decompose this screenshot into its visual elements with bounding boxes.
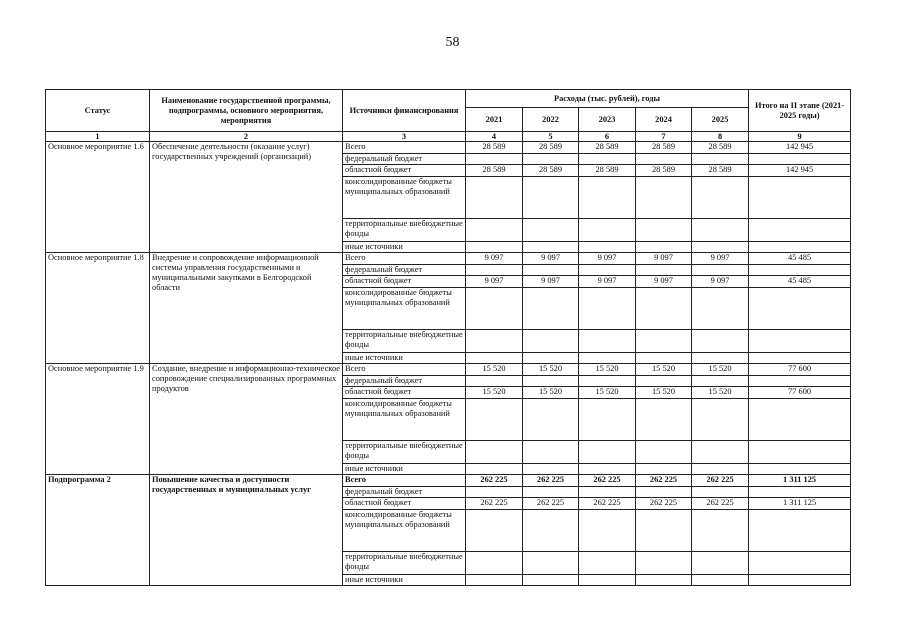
value-cell: 9 097 bbox=[692, 276, 749, 288]
value-cell bbox=[466, 330, 523, 353]
value-cell bbox=[579, 330, 636, 353]
value-cell: 28 589 bbox=[692, 142, 749, 154]
value-cell bbox=[579, 353, 636, 364]
value-cell: 262 225 bbox=[466, 475, 523, 487]
table-row bbox=[46, 142, 851, 154]
value-cell: 9 097 bbox=[466, 276, 523, 288]
value-cell: 28 589 bbox=[523, 165, 579, 177]
total-cell: 1 311 125 bbox=[749, 498, 851, 510]
source-cell: областной бюджет bbox=[343, 276, 466, 288]
total-cell: 1 311 125 bbox=[749, 475, 851, 487]
total-cell bbox=[749, 575, 851, 586]
source-cell: консолидированные бюджеты муниципальных образований bbox=[343, 510, 466, 552]
value-cell: 28 589 bbox=[466, 165, 523, 177]
value-cell bbox=[523, 575, 579, 586]
name-cell: Обеспечение деятельности (оказание услуг) государственных учреждений (организаций) bbox=[150, 142, 343, 253]
source-cell: территориальные внебюджетные фонды bbox=[343, 552, 466, 575]
value-cell bbox=[692, 441, 749, 464]
value-cell bbox=[466, 441, 523, 464]
value-cell: 28 589 bbox=[523, 142, 579, 154]
total-cell bbox=[749, 399, 851, 441]
value-cell: 262 225 bbox=[523, 498, 579, 510]
value-cell bbox=[692, 487, 749, 498]
value-cell: 15 520 bbox=[579, 387, 636, 399]
value-cell bbox=[579, 575, 636, 586]
value-cell bbox=[523, 376, 579, 387]
status-cell: Основное мероприятие 1.9 bbox=[46, 364, 150, 475]
source-cell: иные источники bbox=[343, 575, 466, 586]
value-cell: 9 097 bbox=[466, 253, 523, 265]
source-cell: территориальные внебюджетные фонды bbox=[343, 330, 466, 353]
source-cell: федеральный бюджет bbox=[343, 265, 466, 276]
value-cell: 262 225 bbox=[636, 475, 692, 487]
value-cell bbox=[636, 510, 692, 552]
value-cell bbox=[466, 265, 523, 276]
total-cell bbox=[749, 219, 851, 242]
header-year: 2025 bbox=[692, 108, 749, 132]
table-row bbox=[46, 364, 851, 376]
value-cell bbox=[466, 177, 523, 219]
table-row bbox=[46, 253, 851, 265]
value-cell bbox=[466, 510, 523, 552]
total-cell: 45 485 bbox=[749, 276, 851, 288]
value-cell bbox=[466, 154, 523, 165]
status-cell: Подпрограмма 2 bbox=[46, 475, 150, 586]
value-cell bbox=[636, 219, 692, 242]
value-cell: 28 589 bbox=[579, 165, 636, 177]
column-number: 6 bbox=[579, 132, 636, 142]
value-cell bbox=[692, 330, 749, 353]
value-cell bbox=[579, 288, 636, 330]
value-cell bbox=[692, 242, 749, 253]
header-sources: Источники финансирования bbox=[343, 90, 466, 132]
total-cell bbox=[749, 154, 851, 165]
column-number: 4 bbox=[466, 132, 523, 142]
value-cell bbox=[636, 376, 692, 387]
total-cell bbox=[749, 353, 851, 364]
total-cell: 77 600 bbox=[749, 387, 851, 399]
value-cell bbox=[579, 441, 636, 464]
status-cell: Основное мероприятие 1.8 bbox=[46, 253, 150, 364]
header-year: 2021 bbox=[466, 108, 523, 132]
value-cell bbox=[523, 265, 579, 276]
value-cell: 15 520 bbox=[523, 387, 579, 399]
status-cell: Основное мероприятие 1.6 bbox=[46, 142, 150, 253]
total-cell bbox=[749, 464, 851, 475]
value-cell bbox=[579, 399, 636, 441]
value-cell: 262 225 bbox=[692, 498, 749, 510]
source-cell: консолидированные бюджеты муниципальных образований bbox=[343, 177, 466, 219]
header-status: Статус bbox=[46, 90, 150, 132]
value-cell bbox=[579, 464, 636, 475]
value-cell: 15 520 bbox=[692, 387, 749, 399]
value-cell bbox=[579, 242, 636, 253]
value-cell bbox=[692, 510, 749, 552]
header-total: Итого на II этапе (2021-2025 годы) bbox=[749, 90, 851, 132]
column-number: 9 bbox=[749, 132, 851, 142]
total-cell bbox=[749, 441, 851, 464]
column-number-row bbox=[46, 132, 851, 142]
value-cell bbox=[636, 441, 692, 464]
source-cell: федеральный бюджет bbox=[343, 376, 466, 387]
source-cell: Всего bbox=[343, 253, 466, 265]
value-cell bbox=[579, 219, 636, 242]
source-cell: областной бюджет bbox=[343, 498, 466, 510]
value-cell bbox=[523, 154, 579, 165]
value-cell bbox=[636, 330, 692, 353]
value-cell bbox=[579, 265, 636, 276]
source-cell: консолидированные бюджеты муниципальных образований bbox=[343, 288, 466, 330]
source-cell: Всего bbox=[343, 475, 466, 487]
value-cell bbox=[466, 464, 523, 475]
value-cell bbox=[466, 353, 523, 364]
value-cell: 9 097 bbox=[579, 276, 636, 288]
value-cell bbox=[692, 177, 749, 219]
header-name: Наименование государственной программы, подпрограммы, основного мероприятия, мероприятия bbox=[150, 90, 343, 132]
value-cell bbox=[579, 154, 636, 165]
value-cell: 28 589 bbox=[466, 142, 523, 154]
source-cell: иные источники bbox=[343, 464, 466, 475]
source-cell: областной бюджет bbox=[343, 387, 466, 399]
total-cell bbox=[749, 288, 851, 330]
value-cell bbox=[636, 288, 692, 330]
value-cell: 15 520 bbox=[692, 364, 749, 376]
total-cell: 45 485 bbox=[749, 253, 851, 265]
budget-table bbox=[45, 89, 851, 586]
page-number: 58 bbox=[445, 35, 460, 50]
value-cell bbox=[636, 464, 692, 475]
value-cell bbox=[466, 242, 523, 253]
source-cell: иные источники bbox=[343, 353, 466, 364]
value-cell: 262 225 bbox=[523, 475, 579, 487]
value-cell: 262 225 bbox=[579, 498, 636, 510]
column-number: 2 bbox=[150, 132, 343, 142]
source-cell: территориальные внебюджетные фонды bbox=[343, 219, 466, 242]
total-cell bbox=[749, 265, 851, 276]
value-cell bbox=[692, 575, 749, 586]
value-cell: 15 520 bbox=[636, 387, 692, 399]
value-cell bbox=[692, 288, 749, 330]
value-cell bbox=[692, 265, 749, 276]
column-number: 3 bbox=[343, 132, 466, 142]
total-cell bbox=[749, 177, 851, 219]
value-cell bbox=[636, 242, 692, 253]
value-cell bbox=[636, 353, 692, 364]
value-cell bbox=[523, 552, 579, 575]
header-year: 2023 bbox=[579, 108, 636, 132]
value-cell bbox=[692, 464, 749, 475]
source-cell: Всего bbox=[343, 142, 466, 154]
value-cell: 15 520 bbox=[636, 364, 692, 376]
value-cell: 15 520 bbox=[466, 364, 523, 376]
value-cell bbox=[692, 353, 749, 364]
value-cell bbox=[636, 177, 692, 219]
total-cell bbox=[749, 487, 851, 498]
table-row bbox=[46, 475, 851, 487]
value-cell: 9 097 bbox=[523, 276, 579, 288]
value-cell bbox=[466, 219, 523, 242]
value-cell bbox=[692, 399, 749, 441]
value-cell bbox=[636, 575, 692, 586]
value-cell bbox=[523, 242, 579, 253]
value-cell bbox=[466, 487, 523, 498]
name-cell: Повышение качества и доступности государственных и муниципальных услуг bbox=[150, 475, 343, 586]
value-cell bbox=[523, 219, 579, 242]
value-cell bbox=[466, 399, 523, 441]
value-cell bbox=[692, 219, 749, 242]
name-cell: Создание, внедрение и информационно-техническое сопровождение специализированных программных продуктов bbox=[150, 364, 343, 475]
value-cell: 262 225 bbox=[692, 475, 749, 487]
value-cell: 9 097 bbox=[636, 276, 692, 288]
value-cell bbox=[523, 353, 579, 364]
value-cell: 262 225 bbox=[636, 498, 692, 510]
value-cell: 28 589 bbox=[636, 142, 692, 154]
name-cell: Внедрение и сопровождение информационной системы управления государственными и муниципальными закупками в Белгородской области bbox=[150, 253, 343, 364]
value-cell: 15 520 bbox=[466, 387, 523, 399]
value-cell bbox=[523, 177, 579, 219]
total-cell: 142 945 bbox=[749, 165, 851, 177]
value-cell bbox=[523, 487, 579, 498]
total-cell bbox=[749, 330, 851, 353]
header-year: 2022 bbox=[523, 108, 579, 132]
value-cell bbox=[692, 552, 749, 575]
value-cell bbox=[466, 575, 523, 586]
value-cell: 9 097 bbox=[636, 253, 692, 265]
value-cell bbox=[636, 487, 692, 498]
column-number: 7 bbox=[636, 132, 692, 142]
value-cell bbox=[466, 552, 523, 575]
value-cell bbox=[636, 154, 692, 165]
source-cell: Всего bbox=[343, 364, 466, 376]
value-cell bbox=[692, 376, 749, 387]
value-cell bbox=[523, 510, 579, 552]
value-cell bbox=[579, 177, 636, 219]
source-cell: иные источники bbox=[343, 242, 466, 253]
value-cell bbox=[579, 552, 636, 575]
source-cell: областной бюджет bbox=[343, 165, 466, 177]
value-cell: 28 589 bbox=[636, 165, 692, 177]
value-cell bbox=[523, 441, 579, 464]
total-cell bbox=[749, 376, 851, 387]
total-cell bbox=[749, 552, 851, 575]
value-cell: 262 225 bbox=[466, 498, 523, 510]
column-number: 8 bbox=[692, 132, 749, 142]
value-cell: 15 520 bbox=[523, 364, 579, 376]
total-cell bbox=[749, 242, 851, 253]
value-cell bbox=[579, 510, 636, 552]
column-number: 1 bbox=[46, 132, 150, 142]
value-cell: 15 520 bbox=[579, 364, 636, 376]
value-cell: 9 097 bbox=[692, 253, 749, 265]
value-cell bbox=[636, 265, 692, 276]
value-cell: 9 097 bbox=[579, 253, 636, 265]
value-cell: 28 589 bbox=[692, 165, 749, 177]
header-expenses: Расходы (тыс. рублей), годы bbox=[466, 90, 749, 108]
value-cell bbox=[523, 330, 579, 353]
column-number: 5 bbox=[523, 132, 579, 142]
value-cell bbox=[579, 376, 636, 387]
value-cell bbox=[692, 154, 749, 165]
value-cell bbox=[466, 288, 523, 330]
source-cell: территориальные внебюджетные фонды bbox=[343, 441, 466, 464]
value-cell: 262 225 bbox=[579, 475, 636, 487]
source-cell: консолидированные бюджеты муниципальных образований bbox=[343, 399, 466, 441]
header-year: 2024 bbox=[636, 108, 692, 132]
source-cell: федеральный бюджет bbox=[343, 154, 466, 165]
value-cell bbox=[636, 552, 692, 575]
value-cell bbox=[523, 399, 579, 441]
source-cell: федеральный бюджет bbox=[343, 487, 466, 498]
total-cell: 142 945 bbox=[749, 142, 851, 154]
value-cell bbox=[579, 487, 636, 498]
value-cell: 28 589 bbox=[579, 142, 636, 154]
total-cell: 77 600 bbox=[749, 364, 851, 376]
value-cell bbox=[523, 288, 579, 330]
value-cell bbox=[466, 376, 523, 387]
value-cell bbox=[636, 399, 692, 441]
value-cell: 9 097 bbox=[523, 253, 579, 265]
total-cell bbox=[749, 510, 851, 552]
value-cell bbox=[523, 464, 579, 475]
